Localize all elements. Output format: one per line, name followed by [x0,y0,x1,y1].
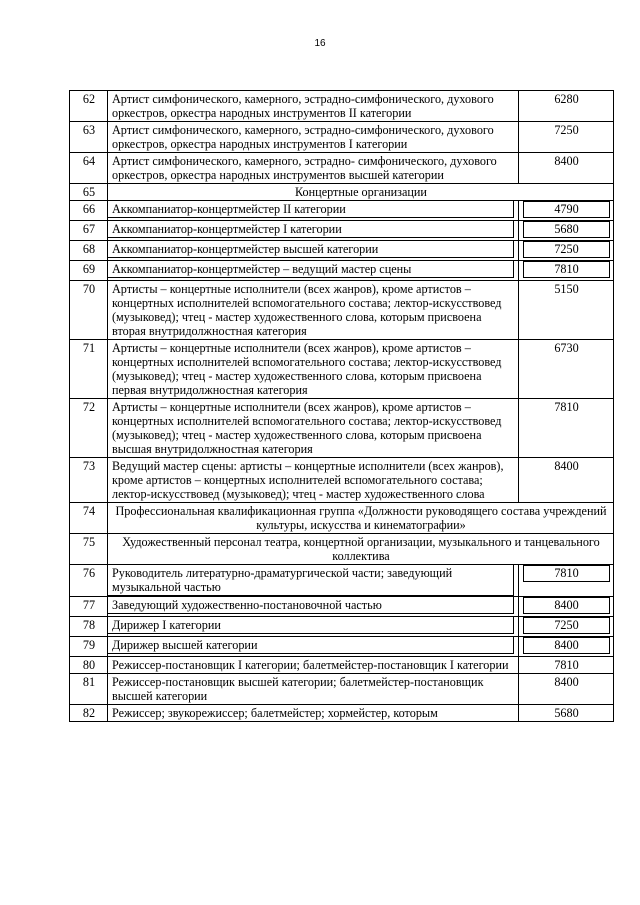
position-description: Режиссер; звукорежиссер; балетмейстер; хормейстер, которым [108,705,519,722]
position-description: Режиссер-постановщик высшей категории; балетмейстер-постановщик высшей категории [108,674,519,705]
salary-value: 5150 [519,281,614,340]
table-row [70,340,614,399]
row-number: 66 [70,201,108,221]
table-row [70,458,614,503]
position-description-text: Дирижер I категории [108,617,514,634]
salary-value [519,221,614,241]
salary-value: 7810 [519,399,614,458]
page-number: 16 [314,38,326,49]
table-row [70,617,614,637]
salary-value: 6730 [519,340,614,399]
row-number: 82 [70,705,108,722]
position-description [108,617,519,637]
position-description [108,261,519,281]
salary-value [519,241,614,261]
table-row [70,91,614,122]
salary-value: 8400 [519,153,614,184]
position-description [108,637,519,657]
salary-value: 5680 [519,705,614,722]
position-description: Артист симфонического, камерного, эстрадно-симфонического, духового оркестров, оркестра народных инструментов II категории [108,91,519,122]
position-description [108,201,519,221]
position-description-text: Аккомпаниатор-концертмейстер II категории [108,201,514,218]
salary-table [69,90,614,722]
salary-value-text: 5680 [523,221,610,238]
position-description-text: Аккомпаниатор-концертмейстер – ведущий мастер сцены [108,261,514,278]
table-row [70,201,614,221]
salary-value: 8400 [519,458,614,503]
section-header: Концертные организации [108,184,614,201]
section-header: Художественный персонал театра, концертной организации, музыкального и танцевального коллектива [108,534,614,565]
salary-value-text: 4790 [523,201,610,218]
table-row [70,637,614,657]
position-description: Ведущий мастер сцены: артисты – концертные исполнители (всех жанров), кроме артистов – концертных исполнителей вспомогательного состава; лектор-искусствовед (музыковед); чтец - мастер художественного слова [108,458,519,503]
salary-value [519,565,614,597]
table-row [70,184,614,201]
table-row [70,674,614,705]
salary-value: 6280 [519,91,614,122]
position-description: Режиссер-постановщик I категории; балетмейстер-постановщик I категории [108,657,519,674]
row-number: 74 [70,503,108,534]
section-header: Профессиональная квалификационная группа «Должности руководящего состава учреждений культуры, искусства и кинематографии» [108,503,614,534]
table-row [70,705,614,722]
position-description [108,241,519,261]
table-row [70,153,614,184]
table-row [70,122,614,153]
salary-value-text: 8400 [523,597,610,614]
position-description [108,597,519,617]
position-description: Артист симфонического, камерного, эстрадно-симфонического, духового оркестров, оркестра народных инструментов I категории [108,122,519,153]
salary-value [519,201,614,221]
row-number: 76 [70,565,108,597]
salary-value-text: 7810 [523,261,610,278]
row-number: 81 [70,674,108,705]
row-number: 70 [70,281,108,340]
row-number: 72 [70,399,108,458]
position-description [108,221,519,241]
position-description: Артисты – концертные исполнители (всех жанров), кроме артистов – концертных исполнителей вспомогательного состава; лектор-искусствовед (музыковед); чтец - мастер художественного слова, которым присвоена высшая внутридолжностная категория [108,399,519,458]
table-row [70,261,614,281]
salary-value [519,617,614,637]
position-description: Артисты – концертные исполнители (всех жанров), кроме артистов – концертных исполнителей вспомогательного состава; лектор-искусствовед (музыковед); чтец - мастер художественного слова, которым присвоена первая внутридолжностная категория [108,340,519,399]
position-description [108,565,519,597]
salary-value [519,261,614,281]
salary-value-text: 8400 [523,637,610,654]
row-number: 80 [70,657,108,674]
row-number: 78 [70,617,108,637]
row-number: 69 [70,261,108,281]
salary-value: 7810 [519,657,614,674]
table-row [70,597,614,617]
row-number: 73 [70,458,108,503]
salary-value-text: 7250 [523,241,610,258]
row-number: 64 [70,153,108,184]
row-number: 75 [70,534,108,565]
position-description-text: Аккомпаниатор-концертмейстер I категории [108,221,514,238]
row-number: 65 [70,184,108,201]
row-number: 68 [70,241,108,261]
position-description-text: Руководитель литературно-драматургической части; заведующий музыкальной частью [108,565,514,596]
salary-value [519,637,614,657]
position-description-text: Заведующий художественно-постановочной частью [108,597,514,614]
salary-value [519,597,614,617]
table-row [70,503,614,534]
table-row [70,241,614,261]
table-row [70,399,614,458]
salary-value-text: 7810 [523,565,610,582]
position-description: Артист симфонического, камерного, эстрадно- симфонического, духового оркестров, оркестра народных инструментов высшей категории [108,153,519,184]
row-number: 79 [70,637,108,657]
table-row [70,565,614,597]
position-description-text: Аккомпаниатор-концертмейстер высшей категории [108,241,514,258]
salary-value: 7250 [519,122,614,153]
table-row [70,281,614,340]
row-number: 62 [70,91,108,122]
row-number: 71 [70,340,108,399]
position-description: Артисты – концертные исполнители (всех жанров), кроме артистов – концертных исполнителей вспомогательного состава; лектор-искусствовед (музыковед); чтец - мастер художественного слова, которым присвоена вторая внутридолжностная категория [108,281,519,340]
row-number: 77 [70,597,108,617]
table-row [70,534,614,565]
salary-value: 8400 [519,674,614,705]
table-row [70,221,614,241]
table-row [70,657,614,674]
position-description-text: Дирижер высшей категории [108,637,514,654]
row-number: 67 [70,221,108,241]
row-number: 63 [70,122,108,153]
salary-value-text: 7250 [523,617,610,634]
